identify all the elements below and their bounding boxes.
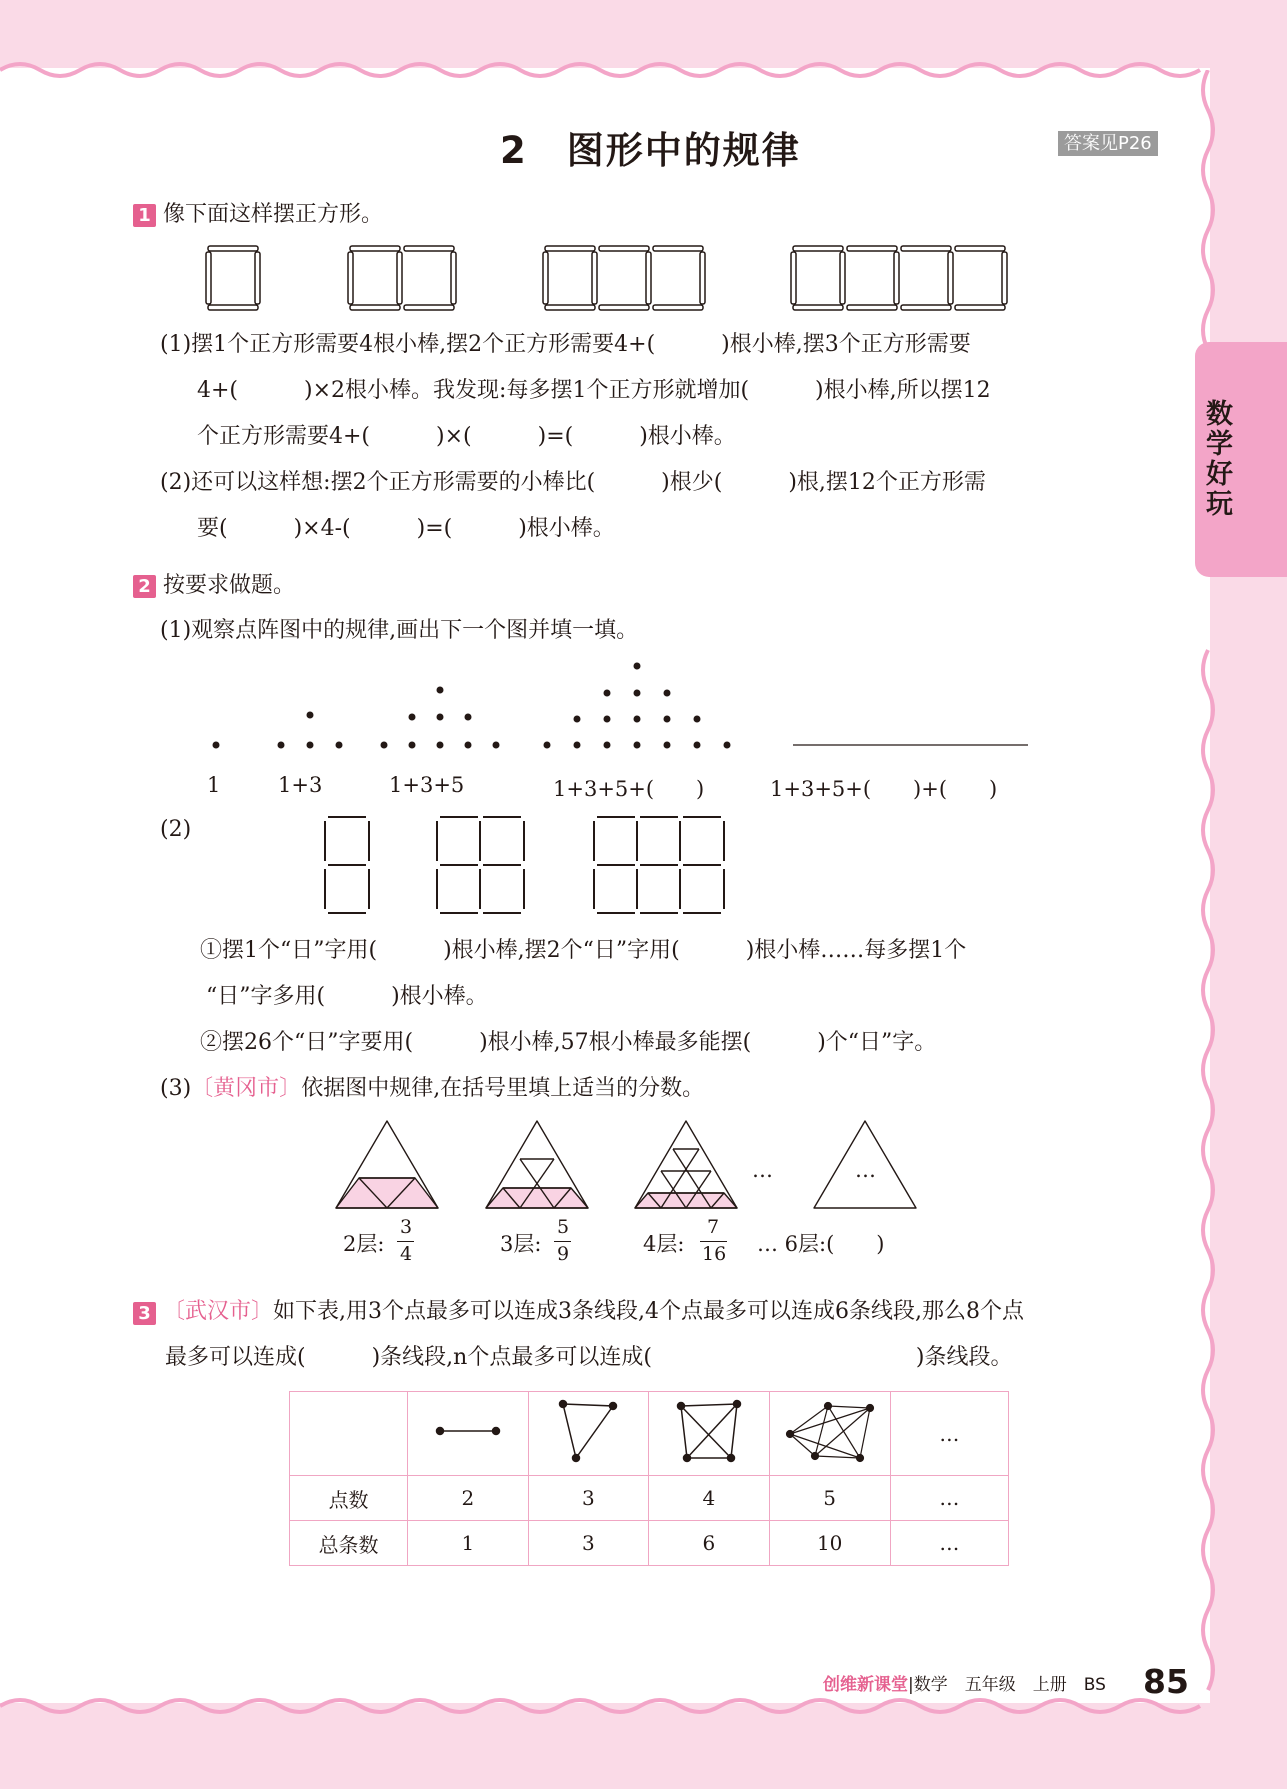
table-cell: 4 — [649, 1476, 769, 1521]
q3-line2: 最多可以连成( )条线段,n个点最多可以连成( )条线段。 — [165, 1345, 1013, 1370]
dot-label-3: 1+3+5 — [389, 773, 465, 797]
question-2-prompt: 按要求做题。 — [163, 573, 296, 598]
three-points-graph — [548, 1396, 628, 1466]
page-number: 85 — [1143, 1662, 1189, 1701]
two-points-figure — [408, 1392, 528, 1476]
layer2-label: 2层: — [343, 1232, 385, 1256]
dot-label-5: 1+3+5+( )+( ) — [770, 777, 998, 801]
table-cell: 3 — [528, 1476, 648, 1521]
dot-label-1: 1 — [207, 773, 221, 797]
q1-part2-line2: 要( )×4-( )=( )根小棒。 — [197, 516, 615, 541]
layer3-label: 3层: — [500, 1232, 542, 1256]
question-3-number: 3 — [133, 1302, 156, 1325]
footer — [823, 1670, 1106, 1695]
layer3-numerator: 5 — [557, 1216, 570, 1238]
ellipsis-between-triangles: … — [752, 1158, 773, 1182]
side-tab-label: 数学好玩 — [1206, 399, 1233, 520]
layer4-denominator: 16 — [702, 1243, 727, 1265]
five-points-graph — [780, 1396, 880, 1466]
wavy-border-bottom — [0, 1690, 1287, 1724]
table-row-segments — [290, 1521, 1009, 1566]
footer-brand: 创维新课堂 — [823, 1675, 908, 1695]
wavy-border-top — [0, 52, 1287, 86]
layer4-label: 4层: — [643, 1232, 685, 1256]
q2-part3-text: 依据图中规律,在括号里填上适当的分数。 — [301, 1076, 705, 1101]
table-row-points — [290, 1476, 1009, 1521]
table-cell: 1 — [408, 1521, 528, 1566]
table-top-more: … — [890, 1392, 1008, 1476]
table-cell: … — [890, 1476, 1008, 1521]
table-cell: … — [890, 1521, 1008, 1566]
q2-part2-line2: “日”字多用( )根小棒。 — [206, 984, 488, 1009]
points-segments-table — [289, 1391, 1009, 1566]
dot-array-figure — [200, 655, 1040, 755]
q2-part2-label: (2) — [160, 817, 192, 842]
ri-character-stick-figure — [320, 813, 740, 919]
five-points-figure — [769, 1392, 890, 1476]
q1-part1-line1: (1)摆1个正方形需要4根小棒,摆2个正方形需要4+( )根小棒,摆3个正方形需要 — [160, 332, 971, 357]
question-1-number: 1 — [133, 204, 156, 227]
q3-line1-text: 如下表,用3个点最多可以连成3条线段,4个点最多可以连成6条线段,那么8个点 — [273, 1299, 1024, 1324]
table-cell: 5 — [769, 1476, 890, 1521]
layer2-fraction-bar — [397, 1241, 414, 1242]
row-header-points: 点数 — [290, 1476, 408, 1521]
layer6-label: … 6层:( ) — [757, 1232, 885, 1256]
layer3-fraction-bar — [554, 1241, 571, 1242]
q3-line1 — [163, 1297, 1024, 1327]
question-2-number: 2 — [133, 575, 156, 598]
q2-part1-text: (1)观察点阵图中的规律,画出下一个图并填一填。 — [160, 618, 639, 643]
q3-source-tag: 〔武汉市〕 — [163, 1299, 274, 1324]
question-1-prompt: 像下面这样摆正方形。 — [163, 202, 384, 227]
table-corner-cell — [290, 1392, 408, 1476]
q2-part2-line1: ①摆1个“日”字用( )根小棒,摆2个“日”字用( )根小棒……每多摆1个 — [200, 938, 967, 963]
table-figure-row — [290, 1392, 1009, 1476]
table-cell: 2 — [408, 1476, 528, 1521]
q1-part1-line3: 个正方形需要4+( )×( )=( )根小棒。 — [197, 424, 736, 449]
row-header-segments: 总条数 — [290, 1521, 408, 1566]
layer4-fraction-bar — [700, 1241, 727, 1242]
page-title: 2 图形中的规律 — [500, 129, 801, 172]
four-points-figure — [649, 1392, 769, 1476]
table-cell: 3 — [528, 1521, 648, 1566]
q2-part3-line — [160, 1074, 704, 1104]
matchstick-squares-figure — [200, 244, 1020, 316]
layer2-numerator: 3 — [400, 1216, 413, 1238]
table-cell: 10 — [769, 1521, 890, 1566]
table-cell: 6 — [649, 1521, 769, 1566]
two-points-graph — [428, 1411, 508, 1451]
ellipsis-inside-triangle: … — [855, 1158, 876, 1182]
three-points-figure — [528, 1392, 648, 1476]
footer-book-info: |数学 五年级 上册 BS — [908, 1675, 1106, 1695]
q2-part2-line3: ②摆26个“日”字要用( )根小棒,57根小棒最多能摆( )个“日”字。 — [200, 1030, 937, 1055]
layer3-denominator: 9 — [557, 1243, 570, 1265]
dot-label-2: 1+3 — [278, 773, 323, 797]
q1-part2-line1: (2)还可以这样想:摆2个正方形需要的小棒比( )根少( )根,摆12个正方形需 — [160, 470, 986, 495]
layer2-denominator: 4 — [400, 1243, 413, 1265]
dot-label-4: 1+3+5+( ) — [553, 777, 705, 801]
four-points-graph — [669, 1396, 749, 1466]
layer4-numerator: 7 — [707, 1216, 720, 1238]
q2-part3-source-tag: 〔黄冈市〕 — [191, 1076, 302, 1101]
q1-part1-line2: 4+( )×2根小棒。我发现:每多摆1个正方形就增加( )根小棒,所以摆12 — [197, 378, 991, 403]
wavy-border-right — [1196, 70, 1220, 1710]
triangle-layers-figure — [335, 1120, 925, 1212]
q2-part3-prefix: (3) — [160, 1076, 192, 1101]
answer-reference-badge: 答案见P26 — [1058, 131, 1158, 156]
